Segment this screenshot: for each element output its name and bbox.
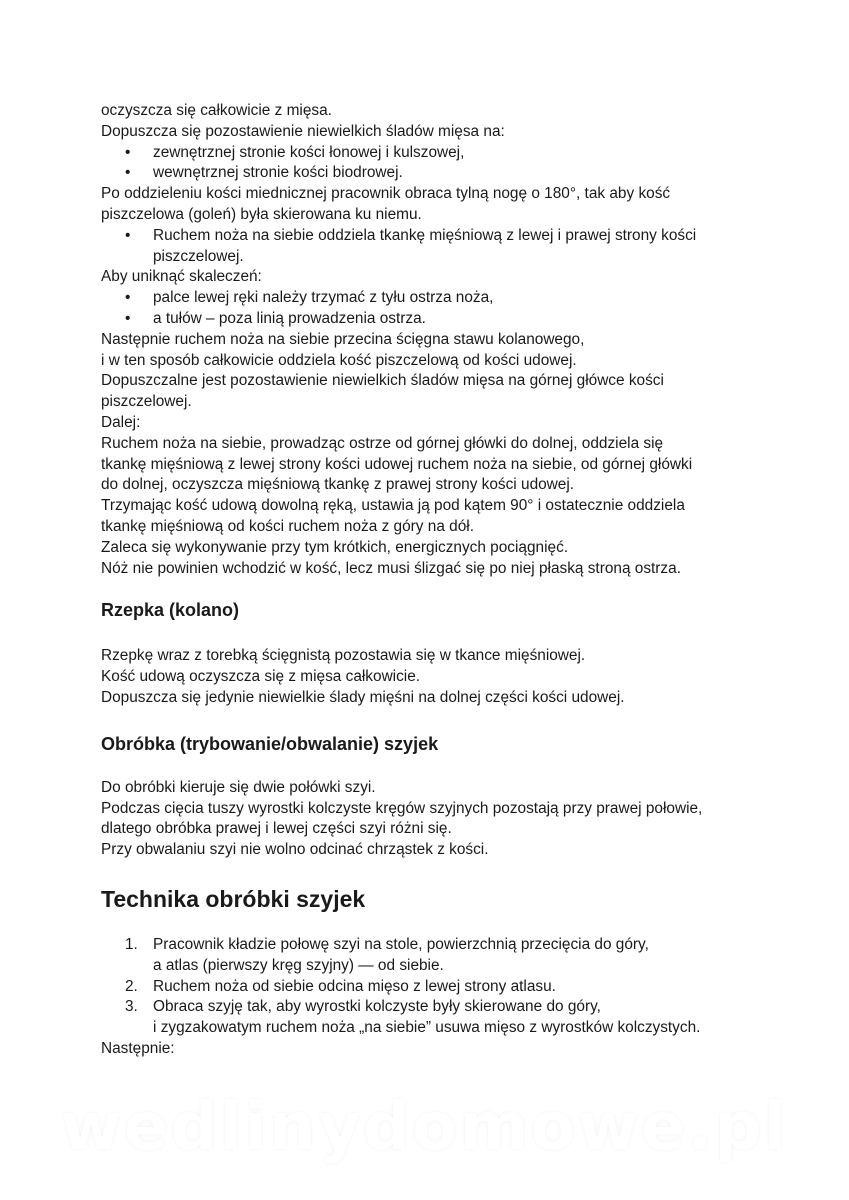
text-line: Do obróbki kieruje się dwie połówki szyi. [101,778,376,796]
list-item: • a tułów – poza linią prowadzenia ostrza. [101,309,761,330]
text-line: Podczas cięcia tuszy wyrostki kolczyste kręgów szyjnych pozostają przy prawej połowie, [101,799,703,817]
list-item: 3. Obraca szyję tak, aby wyrostki kolczyste były skierowane do góry, i zygzakowatym ruchem noża „na siebie” usuwa mięso z wyrostków kolczystych. [125,998,701,1037]
text-line: Kość udową oczyszcza się z mięsa całkowicie. [101,668,421,686]
text-line: Dopuszczalne jest pozostawienie niewielkich śladów mięsa na górnej główce kości [101,372,664,390]
text-line: Dalej: [101,413,141,431]
section-heading-technika: Technika obróbki szyjek [101,885,366,912]
text-line: Ruchem noża na siebie, prowadząc ostrze od górnej główki do dolnej, oddziela się [101,434,664,452]
list-item: 1. Pracownik kładzie połowę szyi na stole, powierzchnią przecięcia do góry, a atlas (pierwszy kręg szyjny) — od siebie. [125,935,649,974]
text-line: piszczelowej. [101,393,192,411]
list-item: • wewnętrznej stronie kości biodrowej. [101,163,761,184]
text-line: Rzepkę wraz z torebką ścięgnistą pozostawia się w tkance mięśniowej. [101,647,586,665]
text-line: Nóż nie powinien wchodzić w kość, lecz musi ślizgać się po niej płaską stroną ostrza. [101,559,681,577]
text-line: Następnie: [101,1039,175,1057]
text-line: oczyszcza się całkowicie z mięsa. [101,102,332,119]
text-line: Następnie ruchem noża na siebie przecina ścięgna stawu kolanowego, [101,330,585,348]
text-line: do dolnej, oczyszcza mięśniową tkankę z prawej strony kości udowej. [101,476,575,494]
text-line: Trzymając kość udową dowolną ręką, ustawia ją pod kątem 90° i ostatecznie oddziela [101,497,685,515]
document-page [101,101,761,1060]
list-item: • zewnętrznej stronie kości łonowej i kulszowej, [101,143,761,164]
text-line: Przy obwalaniu szyi nie wolno odcinać chrząstek z kości. [101,841,489,859]
watermark: wedlinydomowe.pl [60,1088,789,1165]
text-line: piszczelowa (goleń) była skierowana ku niemu. [101,205,422,223]
list-item: 2. Ruchem noża od siebie odcina mięso z lewej strony atlasu. [125,977,556,995]
text-line: Zaleca się wykonywanie przy tym krótkich, energicznych pociągnięć. [101,538,569,556]
section-heading-rzepka: Rzepka (kolano) [101,600,240,621]
text-line: Dopuszcza się jedynie niewielkie ślady mięśni na dolnej części kości udowej. [101,688,625,706]
text-line: tkankę mięśniową od kości ruchem noża z góry na dół. [101,517,474,535]
text-line: Po oddzieleniu kości miednicznej pracownik obraca tylną nogę o 180°, tak aby kość [101,185,671,203]
section-heading-obrobka: Obróbka (trybowanie/obwalanie) szyjek [101,733,439,754]
text-line: tkankę mięśniową z lewej strony kości udowej ruchem noża na siebie, od górnej główki [101,455,693,473]
text-line: Aby uniknąć skaleczeń: [101,268,262,286]
text-line: i w ten sposób całkowicie oddziela kość piszczelową od kości udowej. [101,351,577,369]
list-item: • Ruchem noża na siebie oddziela tkankę mięśniową z lewej i prawej strony kości piszczelowej. [101,226,761,268]
numbered-list [101,935,761,1039]
text-line: dlatego obróbka prawej i lewej części szyi różni się. [101,820,452,838]
text-line: Dopuszcza się pozostawienie niewielkich śladów mięsa na: [101,122,505,140]
list-item: • palce lewej ręki należy trzymać z tyłu ostrza noża, [101,288,761,309]
